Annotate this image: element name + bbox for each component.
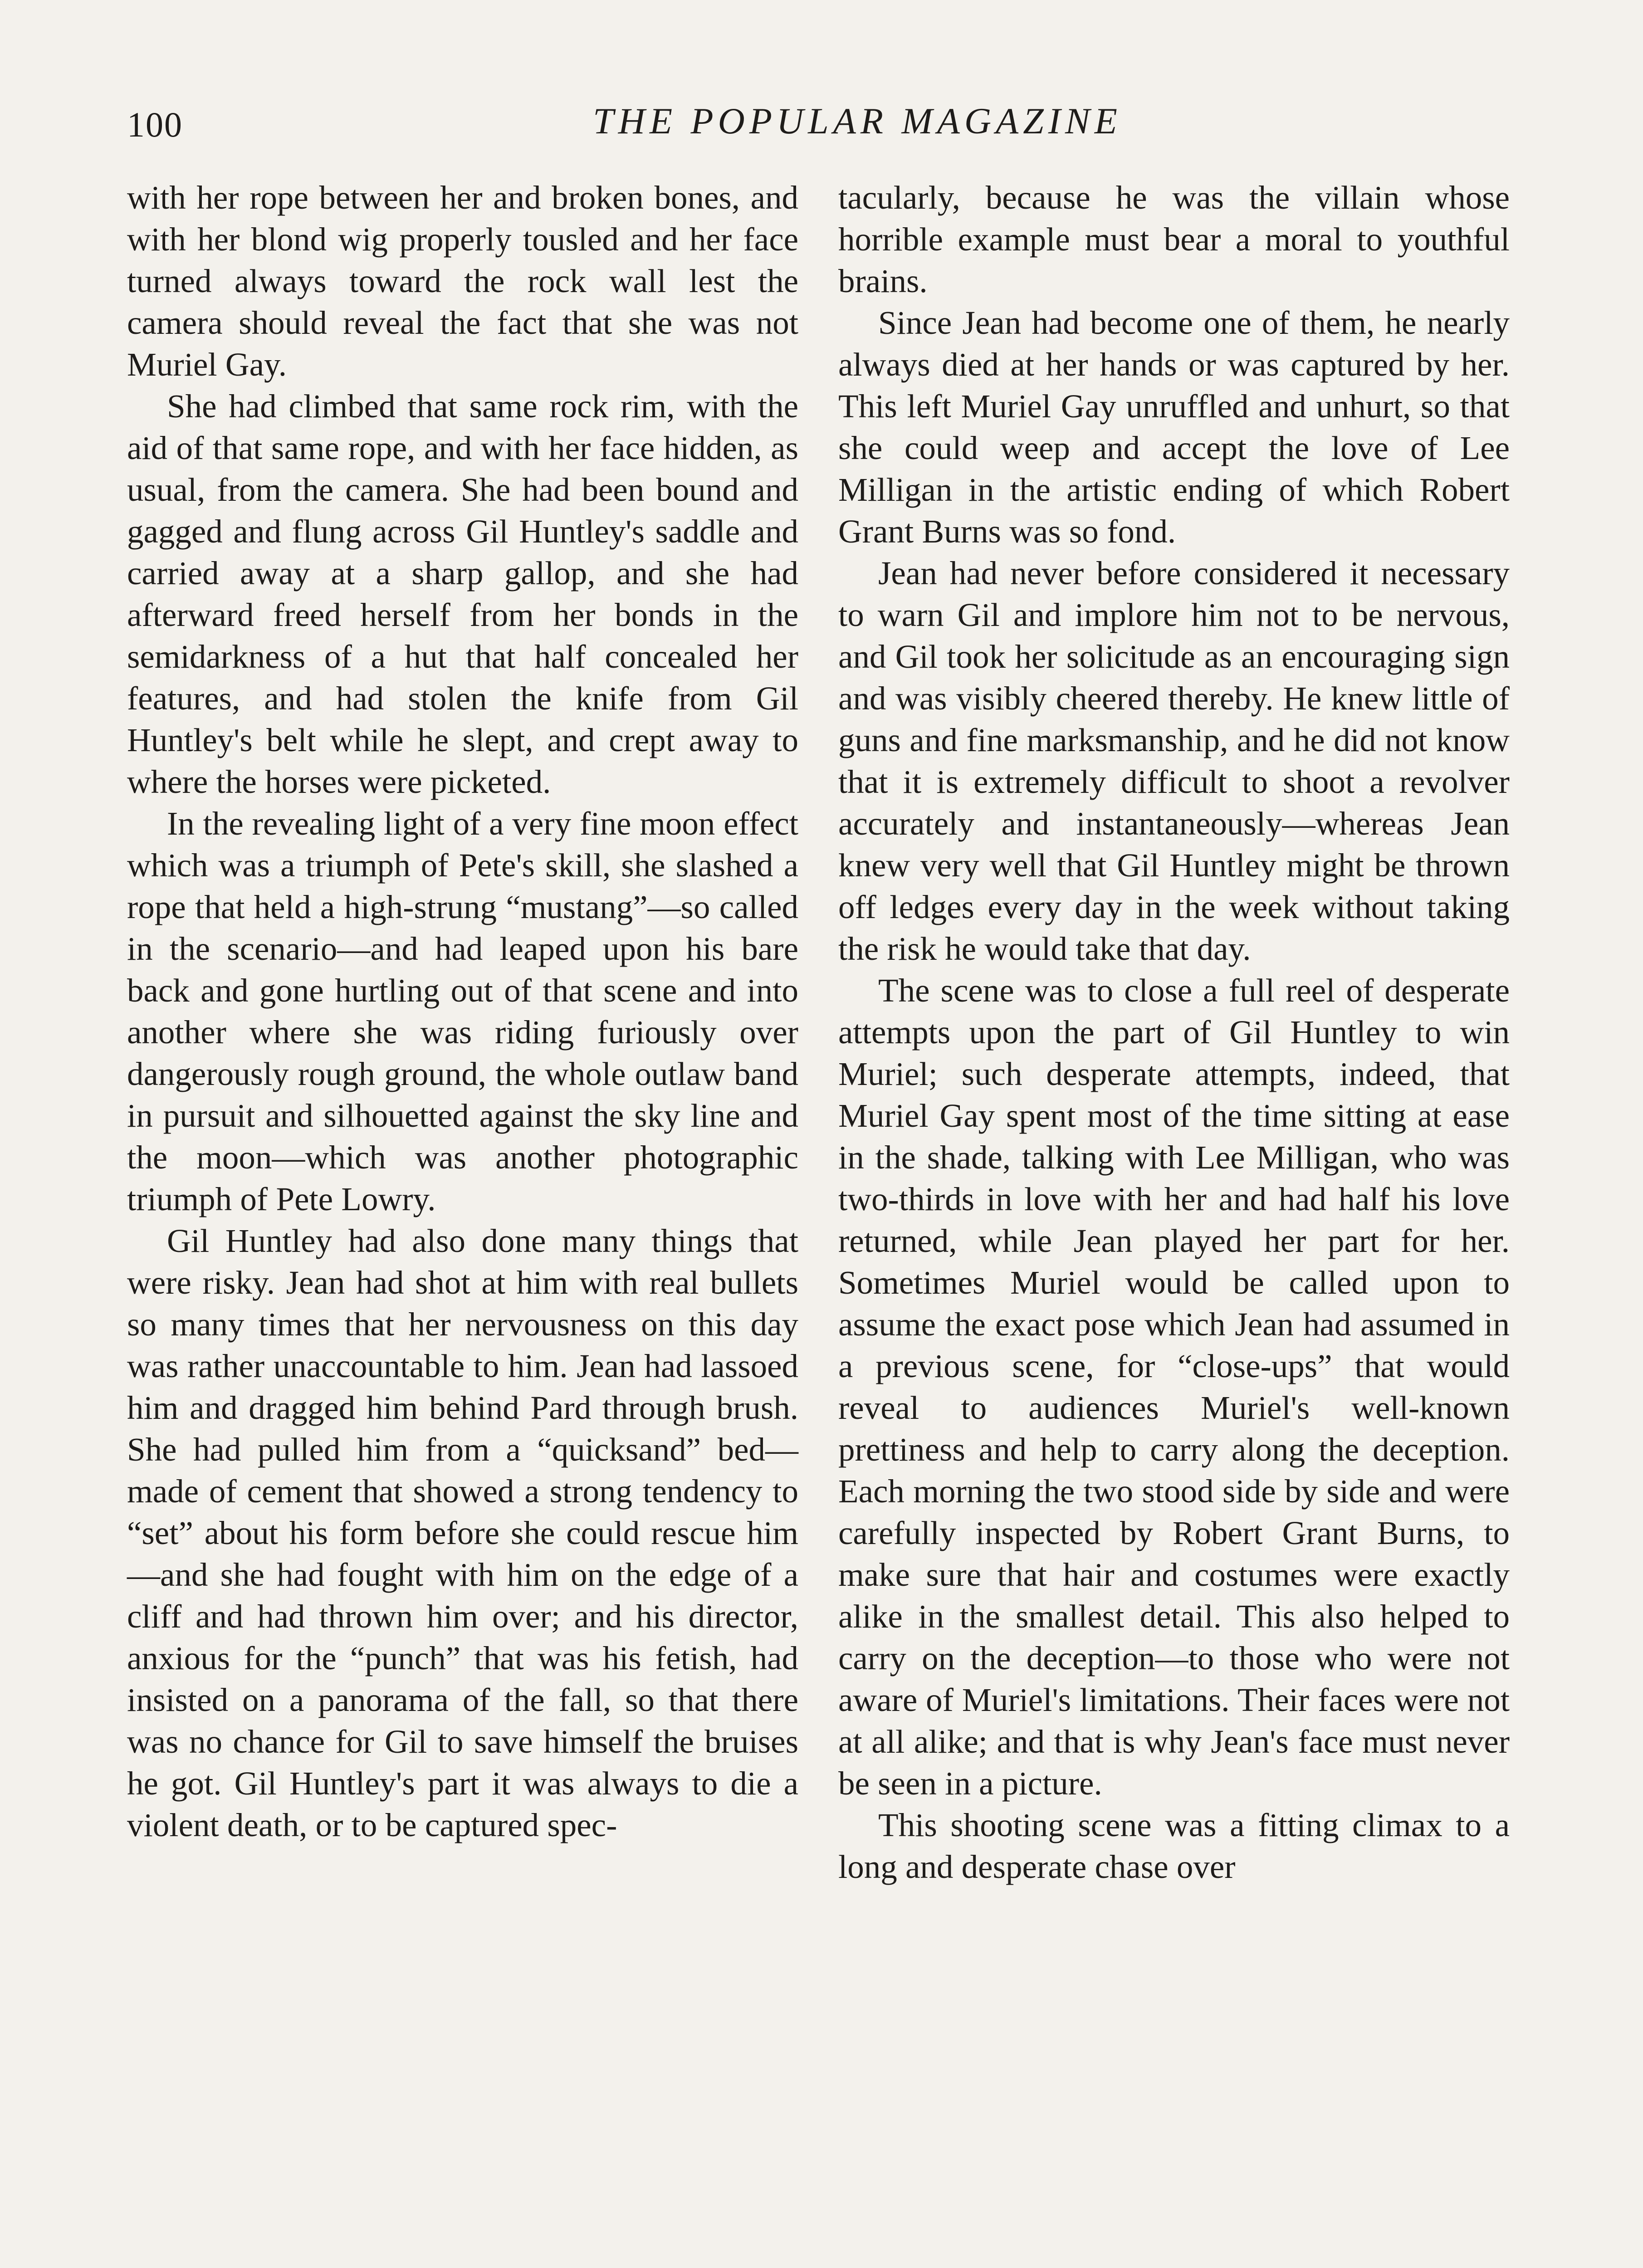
paragraph: Since Jean had become one of them, he nearly always died at her hands or was captured by her. This left Muriel Gay unruffled and unhurt, so that she could weep and accept the love of Lee Milligan in the artistic ending of which Robert Grant Burns was so fond.: [838, 304, 1510, 550]
paragraph: In the revealing light of a very fine moon effect which was a triumph of Pete's skill, she slashed a rope that held a high-strung “mustang”—so called in the scenario—and had leaped upon his bare back and gone hurtling out of that scene and into another where she was riding furiously over dangerously rough ground, the whole outlaw band in pursuit and silhouetted against the sky line and the moon—which was another photographic triumph of Pete Lowry.: [127, 805, 798, 1217]
running-head: THE POPULAR MAGAZINE: [593, 100, 1122, 142]
left-column: [127, 177, 798, 1846]
paragraph: Jean had never before considered it necessary to warn Gil and implore him not to be nervous, and Gil took her solicitude as an encouraging sign and was visibly cheered thereby. He knew little of guns and fine marksmanship, and he did not know that it is extremely difficult to shoot a revolver accurately and instantaneously—whereas Jean knew very well that Gil Huntley might be thrown off ledges every day in the week without taking the risk he would take that day.: [838, 555, 1510, 967]
paragraph: The scene was to close a full reel of desperate attempts upon the part of Gil Huntley to win Muriel; such desperate attempts, indeed, that Muriel Gay spent most of the time sitting at ease in the shade, talking with Lee Milligan, who was two-thirds in love with her and had half his love returned, while Jean played her part for her. Sometimes Muriel would be called upon to assume the exact pose which Jean had assumed in a previous scene, for “close-ups” that would reveal to audiences Muriel's well-known prettiness and help to carry along the deception. Each morning the two stood side by side and were carefully inspected by Robert Grant Burns, to make sure that hair and costumes were exactly alike in the smallest detail. This also helped to carry on the deception—to those who were not aware of Muriel's limitations. Their faces were not at all alike; and that is why Jean's face must never be seen in a picture.: [838, 972, 1510, 1802]
paragraph: She had climbed that same rock rim, with the aid of that same rope, and with her face hidden, as usual, from the camera. She had been bound and gagged and flung across Gil Huntley's saddle and carried away at a sharp gallop, and she had afterward freed herself from her bonds in the semidarkness of a hut that half concealed her features, and had stolen the knife from Gil Huntley's belt while he slept, and crept away to where the horses were picketed.: [127, 388, 798, 800]
page-number: 100: [127, 105, 183, 144]
paragraph: This shooting scene was a fitting climax to a long and desperate chase over: [838, 1807, 1510, 1885]
paragraph: Gil Huntley had also done many things that were risky. Jean had shot at him with real bullets so many times that her nervousness on this day was rather unaccountable to him. Jean had lassoed him and dragged him behind Pard through brush. She had pulled him from a “quicksand” bed—made of cement that showed a strong tendency to “set” about his form before she could rescue him—and she had fought with him on the edge of a cliff and had thrown him over; and his director, anxious for the “punch” that was his fetish, had insisted on a panorama of the fall, so that there was no chance for Gil to save himself the bruises he got. Gil Huntley's part it was always to die a violent death, or to be captured spec-: [127, 1222, 798, 1843]
page-header: [127, 95, 1515, 159]
paragraph: with her rope between her and broken bones, and with her blond wig properly tousled and her face turned always toward the rock wall lest the camera should reveal the fact that she was not Muriel Gay.: [127, 179, 798, 383]
paragraph: tacularly, because he was the villain whose horrible example must bear a moral to youthful brains.: [838, 179, 1510, 299]
right-column: [838, 177, 1510, 1888]
